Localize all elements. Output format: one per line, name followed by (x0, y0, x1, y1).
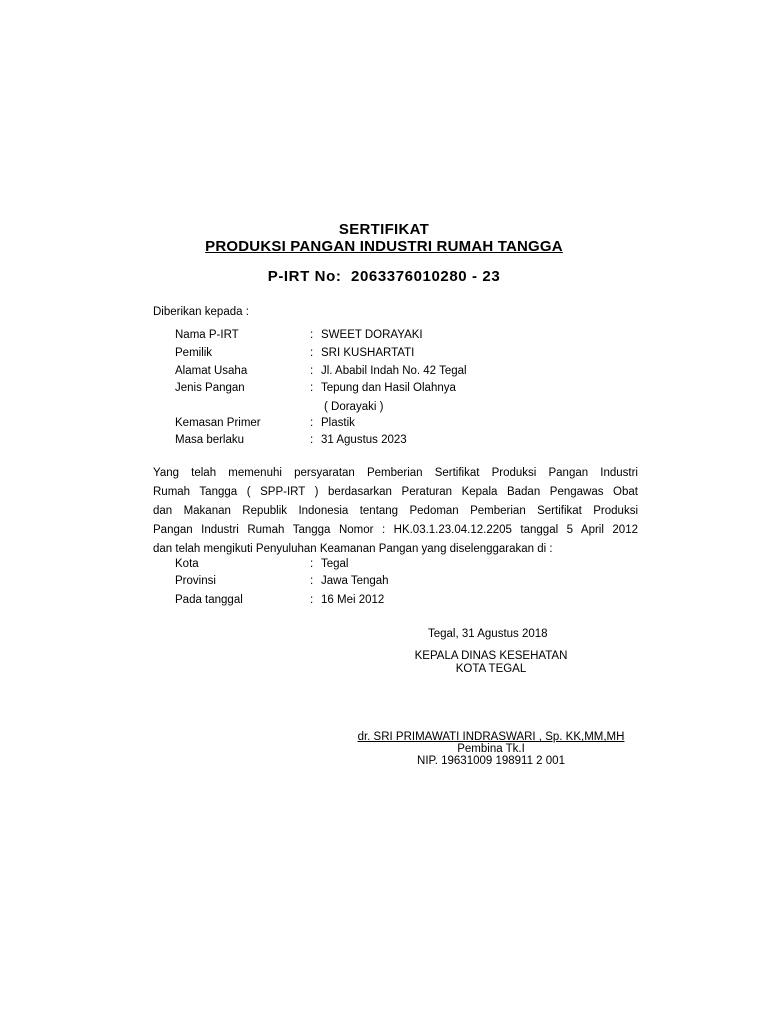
field-value: Jl. Ababil Indah No. 42 Tegal (321, 365, 467, 377)
event-value: Tegal (321, 558, 349, 570)
field-colon: : (310, 329, 314, 341)
field-value: SRI KUSHARTATI (321, 347, 415, 359)
field-value: SWEET DORAYAKI (321, 329, 423, 341)
signatory-block (345, 731, 637, 767)
paragraph-line: dan Makanan Republik Indonesia tentang Pedoman Pemberian Sertifikat Produksi (153, 505, 638, 517)
event-colon: : (310, 594, 314, 606)
body-paragraph (153, 464, 638, 559)
office-line: KOTA TEGAL (455, 663, 527, 675)
field-label: Jenis Pangan (175, 382, 245, 394)
signatory-office (391, 650, 591, 676)
field-colon: : (310, 434, 314, 446)
field-label: Alamat Usaha (175, 365, 248, 377)
paragraph-line: Rumah Tangga ( SPP-IRT ) berdasarkan Peraturan Kepala Badan Pengawas Obat (153, 486, 638, 498)
event-label: Kota (175, 558, 199, 570)
given-to-label: Diberikan kepada : (153, 306, 249, 318)
paragraph-line: Pangan Industri Rumah Tangga Nomor : HK.03.1.23.04.12.2205 tanggal 5 April 2012 (153, 524, 638, 536)
event-value: Jawa Tengah (321, 575, 389, 587)
field-value: Tepung dan Hasil Olahnya (321, 382, 456, 394)
event-label: Pada tanggal (175, 594, 243, 606)
event-colon: : (310, 575, 314, 587)
field-value-continuation: ( Dorayaki ) (324, 401, 384, 413)
field-label: Nama P-IRT (175, 329, 239, 341)
field-colon: : (310, 347, 314, 359)
signatory-name: dr. SRI PRIMAWATI INDRASWARI , Sp. KK,MM,MH (357, 731, 625, 743)
certificate-title: SERTIFIKAT (338, 221, 430, 238)
signatory-rank: Pembina Tk.I (457, 743, 525, 755)
field-colon: : (310, 382, 314, 394)
paragraph-line: dan telah mengikuti Penyuluhan Keamanan Pangan yang diselenggarakan di : (153, 543, 553, 555)
certificate-subtitle: PRODUKSI PANGAN INDUSTRI RUMAH TANGGA (205, 238, 563, 255)
pirt-number-line (0, 268, 768, 285)
event-colon: : (310, 558, 314, 570)
field-label: Pemilik (175, 347, 213, 359)
paragraph-line: Yang telah memenuhi persyaratan Pemberian Sertifikat Produksi Pangan Industri (153, 467, 638, 479)
event-label: Provinsi (175, 575, 216, 587)
place-date: Tegal, 31 Agustus 2018 (428, 628, 548, 640)
field-colon: : (310, 365, 314, 377)
field-colon: : (310, 417, 314, 429)
office-line: KEPALA DINAS KESEHATAN (414, 650, 568, 662)
field-value: Plastik (321, 417, 355, 429)
signatory-nip: NIP. 19631009 198911 2 001 (417, 755, 565, 767)
event-value: 16 Mei 2012 (321, 594, 385, 606)
pirt-label: P-IRT No: (267, 268, 342, 285)
field-label: Kemasan Primer (175, 417, 261, 429)
field-value: 31 Agustus 2023 (321, 434, 407, 446)
pirt-number: 2063376010280 - 23 (351, 268, 501, 285)
field-label: Masa berlaku (175, 434, 245, 446)
